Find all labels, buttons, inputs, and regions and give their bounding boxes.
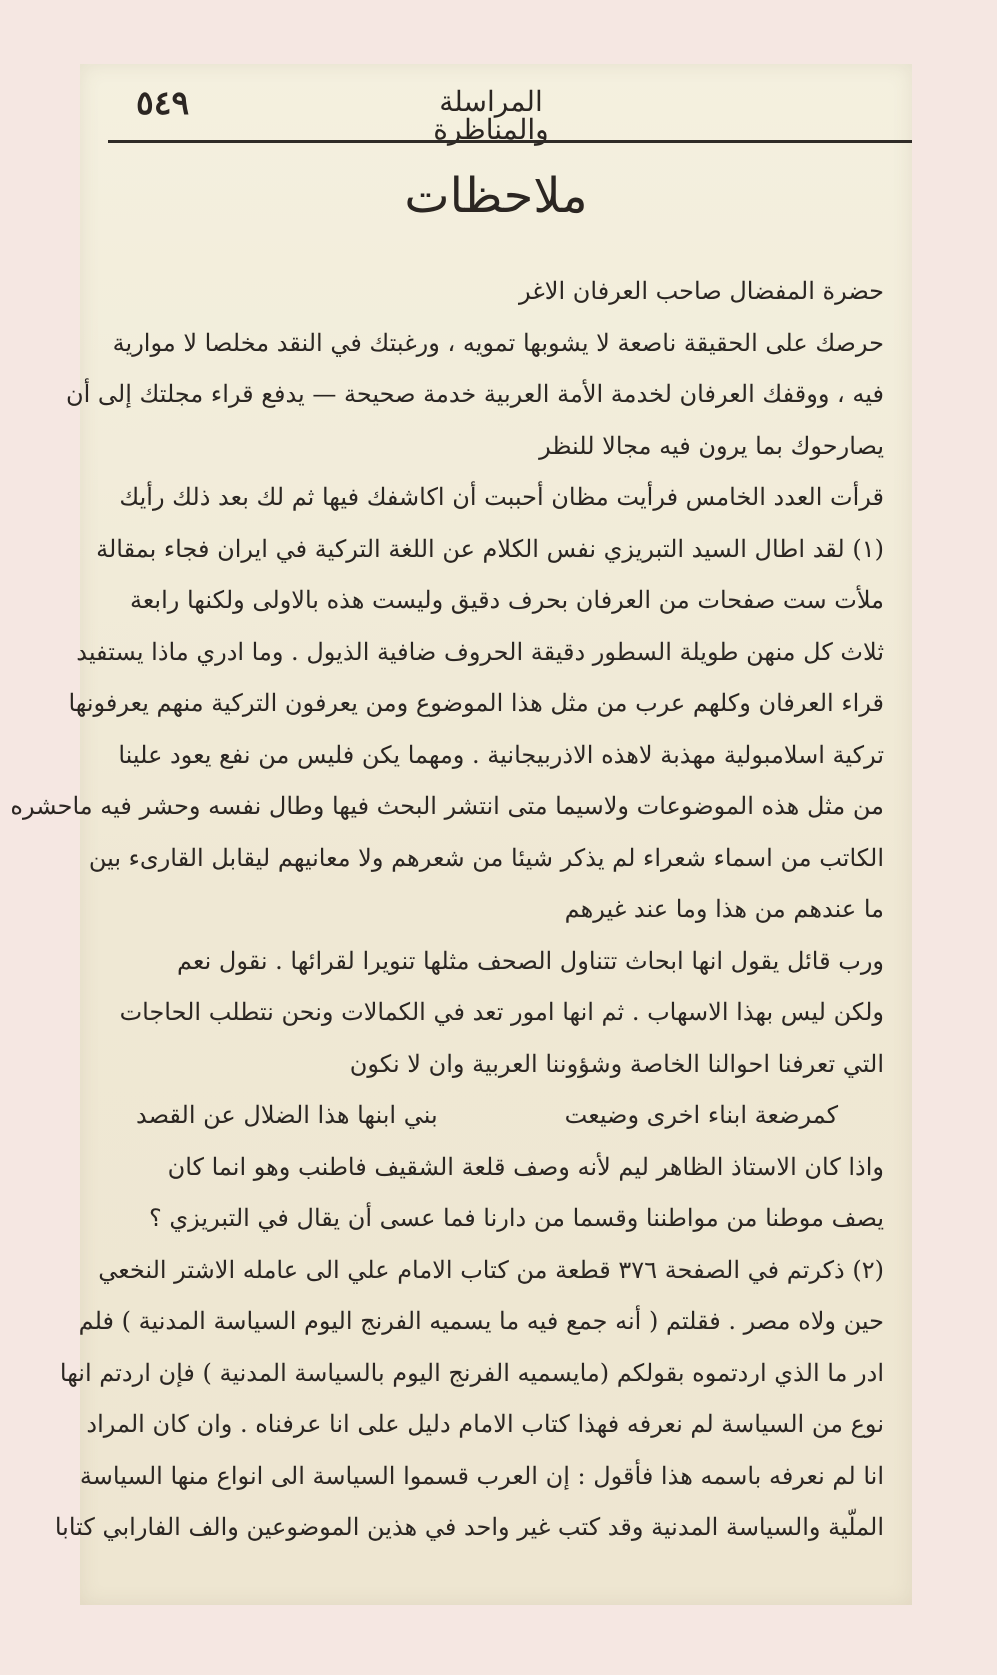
body-line: ملأت ست صفحات من العرفان بحرف دقيق وليست هذه بالاولى ولكنها رابعة [129,586,884,614]
body-line: واذا كان الاستاذ الظاهر ليم لأنه وصف قلعة الشقيف فاطنب وهو انما كان [167,1152,884,1181]
body-line: قرأت العدد الخامس فرأيت مظان أحببت أن اكاشفك فيها ثم لك بعد ذلك رأيك [119,483,884,511]
body-line: قراء العرفان وكلهم عرب من مثل هذا الموضوع ومن يعرفون التركية منهم يعرفونها [68,689,884,717]
page-number: ٥٤٩ [136,83,190,122]
body-line: حرصك على الحقيقة ناصعة لا يشوبها تمويه ، ورغبتك في النقد مخلصا لا موارية [112,328,884,357]
article-title: ملاحظات [404,168,588,224]
body-line: ثلاث كل منهن طويلة السطور دقيقة الحروف ضافية الذيول . وما ادري ماذا يستفيد [76,637,884,666]
verse-first-hemistich: كمرضعة ابناء اخرى وضيعت [564,1101,838,1129]
body-line: الكاتب من اسماء شعراء لم يذكر شيئا من شعرهم ولا معانيهم ليقابل القارىء بين [88,843,884,872]
body-line: تركية اسلامبولية مهذبة لاهذه الاذربيجانية . ومهما يكن فليس من نفع يعود علينا [118,740,884,769]
body-line: ما عندهم من هذا وما عند غيرهم [564,895,884,923]
body-line: من مثل هذه الموضوعات ولاسيما متى انتشر البحث فيها وطال نفسه وحشر فيه ماحشره [10,792,884,820]
verse-line [110,1090,884,1142]
body-line: ادر ما الذي اردتموه بقولكم (مايسميه الفرنج اليوم بالسياسة المدنية ) فإن اردتم انها [59,1358,884,1387]
body-line: (١) لقد اطال السيد التبريزي نفس الكلام عن اللغة التركية في ايران فجاء بمقالة [96,534,884,563]
body-line: حين ولاه مصر . فقلتم ( أنه جمع فيه ما يسميه الفرنج اليوم السياسة المدنية ) فلم [78,1307,884,1335]
body-line: التي تعرفنا احوالنا الخاصة وشؤوننا العربية وان لا نكون [349,1049,884,1078]
body-line: ورب قائل يقول انها ابحاث تتناول الصحف مثلها تنويرا لقرائها . نقول نعم [177,946,884,975]
document-page [10,64,912,1605]
body-line: الملّية والسياسة المدنية وقد كتب غير واحد في هذين الموضوعين والف الفارابي كتابا [54,1513,884,1541]
article-body [10,266,884,1589]
body-line: ولكن ليس بهذا الاسهاب . ثم انها امور تعد في الكمالات ونحن نتطلب الحاجات [119,998,884,1026]
header-rule [108,140,912,143]
running-title: المراسلة والمناظرة [433,85,549,146]
body-line: يصف موطنا من مواطننا وقسما من دارنا فما عسى أن يقال في التبريزي ؟ [149,1204,884,1232]
body-line: نوع من السياسة لم نعرفه فهذا كتاب الامام دليل على انا عرفناه . وان كان المراد [86,1410,884,1438]
body-line: فيه ، ووقفك العرفان لخدمة الأمة العربية خدمة صحيحة — يدفع قراء مجلتك إلى أن [65,380,884,408]
page-header [106,82,912,146]
body-line: يصارحوك بما يرون فيه مجالا للنظر [539,431,884,460]
body-line: (٢) ذكرتم في الصفحة ٣٧٦ قطعة من كتاب الامام علي الى عامله الاشتر النخعي [98,1255,884,1284]
body-line: انا لم نعرفه باسمه هذا فأقول : إن العرب قسموا السياسة الى انواع منها السياسة [79,1461,884,1490]
verse-second-hemistich: بني ابنها هذا الضلال عن القصد [136,1101,438,1129]
body-line: حضرة المفضال صاحب العرفان الاغر [519,277,884,305]
